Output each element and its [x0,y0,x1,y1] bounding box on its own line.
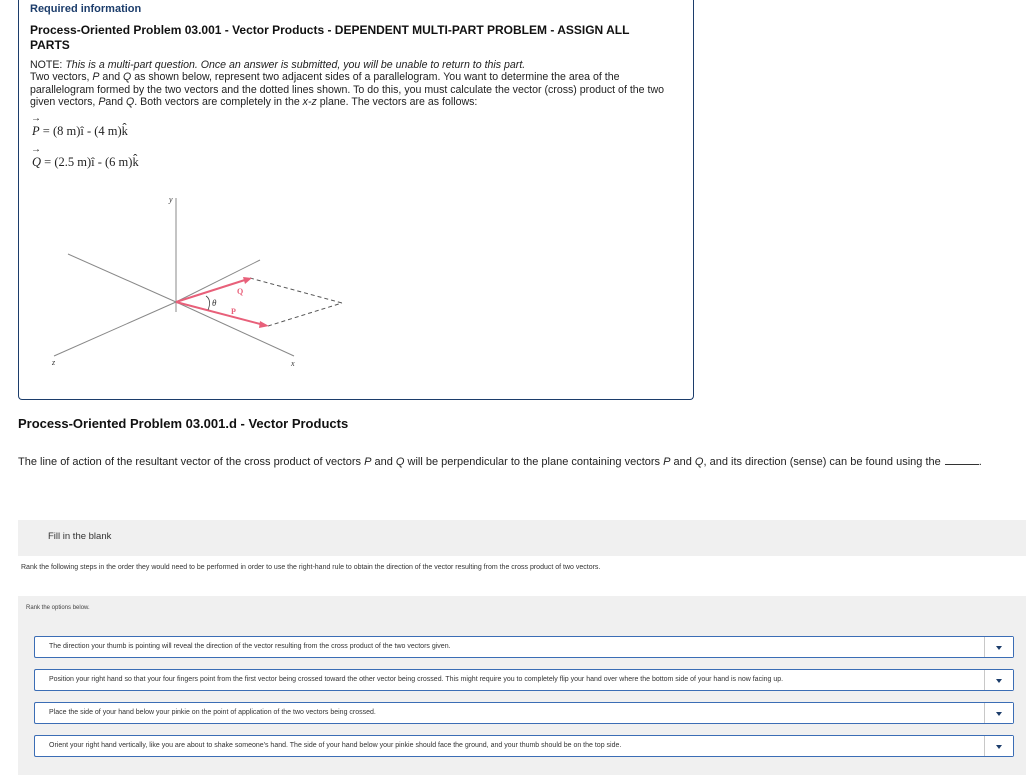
fill-in-blank-band [18,520,1026,556]
body-text-3: . Both vectors are completely in the [134,96,303,109]
equation-q [32,155,139,170]
note-italic: This is a multi-part question. Once an answer is submitted, you will be unable to return to this part. [65,59,526,71]
rank-dropdown-chevron-icon[interactable] [984,637,1013,657]
equation-p [32,124,128,139]
q-label: Q [237,287,244,296]
theta-label: θ [212,298,217,308]
body-text-4: plane. The vectors are as follows: [316,96,478,109]
vector-p-arrowhead [259,321,269,328]
dashed-side-top [250,278,342,303]
rank-options-label: Rank the options below. [26,605,90,611]
y-axis-label: y [169,195,173,204]
body-text-1: Two vectors, [30,71,93,84]
eq-q-name: → Q [32,155,41,170]
part-d-question [18,456,1023,468]
eq-p-rhs: = (8 m)î - (4 m)k̂ [39,124,128,138]
eq-p-name: → P [32,124,40,139]
x-axis-label: x [291,359,295,368]
dashed-side-bottom [268,303,342,326]
q-and-1: and [371,456,396,468]
answer-blank[interactable] [945,464,979,465]
body-and-1: and [99,71,124,84]
required-info-heading: Required information [30,3,142,15]
axis-back-left [68,254,176,302]
rank-panel [18,596,1026,775]
rank-item-text: Place the side of your hand below your pinkie on the point of application of the two vectors being crossed. [49,709,376,716]
part-d-title: Process-Oriented Problem 03.001.d - Vector Products [18,416,349,431]
z-axis-label: z [52,358,56,367]
q-text-2: will be perpendicular to the plane containing vectors [404,456,664,468]
rank-item[interactable] [34,702,1014,724]
rank-item[interactable] [34,636,1014,658]
rank-item-text: Position your right hand so that your four fingers point from the first vector being crossed toward the other vector being crossed. This might require you to completely flip your hand over where the bottom side of your hand is now facing up. [49,676,784,683]
eq-q-rhs: = (2.5 m)î - (6 m)k̂ [41,155,139,169]
theta-arc [206,296,210,310]
q-end: . [978,456,982,468]
plane-name: x-z [302,96,317,109]
z-axis-line [54,302,176,356]
q-var-p-2: P [663,456,671,468]
rank-instruction: Rank the following steps in the order they would need to be performed in order to use the right-hand rule to obtain the direction of the vector resulting from the cross product of two vectors. [21,564,601,571]
vector-p-line [176,302,264,325]
var-q-2: Q [126,96,135,109]
var-p-2: P [98,96,106,109]
q-text-3: , and its direction (sense) can be found using the [703,456,941,468]
q-var-p: P [364,456,372,468]
rank-dropdown-chevron-icon[interactable] [984,670,1013,690]
rank-item-text: Orient your right hand vertically, like you are about to shake someone's hand. The side of your hand below your pinkie should face the ground, and your thumb should be on the top side. [49,742,622,749]
q-var-q: Q [395,456,405,468]
rank-item-text: The direction your thumb is pointing will reveal the direction of the vector resulting from the cross product of the two vectors given. [49,643,451,650]
rank-dropdown-chevron-icon[interactable] [984,736,1013,756]
var-q: Q [123,71,132,84]
note-prefix: NOTE: [30,59,66,71]
var-p: P [92,71,100,84]
problem-title: Process-Oriented Problem 03.001 - Vector Products - DEPENDENT MULTI-PART PROBLEM - ASSIGN ALL PARTS [30,23,630,52]
rank-item[interactable] [34,669,1014,691]
body-and-2: and [105,96,127,109]
parallelogram-diagram [30,188,360,378]
p-label: P [231,307,236,316]
fill-in-blank-label: Fill in the blank [48,531,112,542]
q-and-2: and [670,456,695,468]
rank-dropdown-chevron-icon[interactable] [984,703,1013,723]
problem-note [30,59,670,109]
q-text-1: The line of action of the resultant vector of the cross product of vectors [18,456,365,468]
rank-item[interactable] [34,735,1014,757]
vector-q-arrowhead [243,277,252,284]
body-text-2: as shown below, represent two adjacent sides of a parallelogram. You want to determine the area of the parallelogram formed by the two vectors and the dotted lines shown. To do this, you must calculate the vector (cross) product of the two given vectors, [30,71,664,109]
q-var-q-2: Q [694,456,704,468]
